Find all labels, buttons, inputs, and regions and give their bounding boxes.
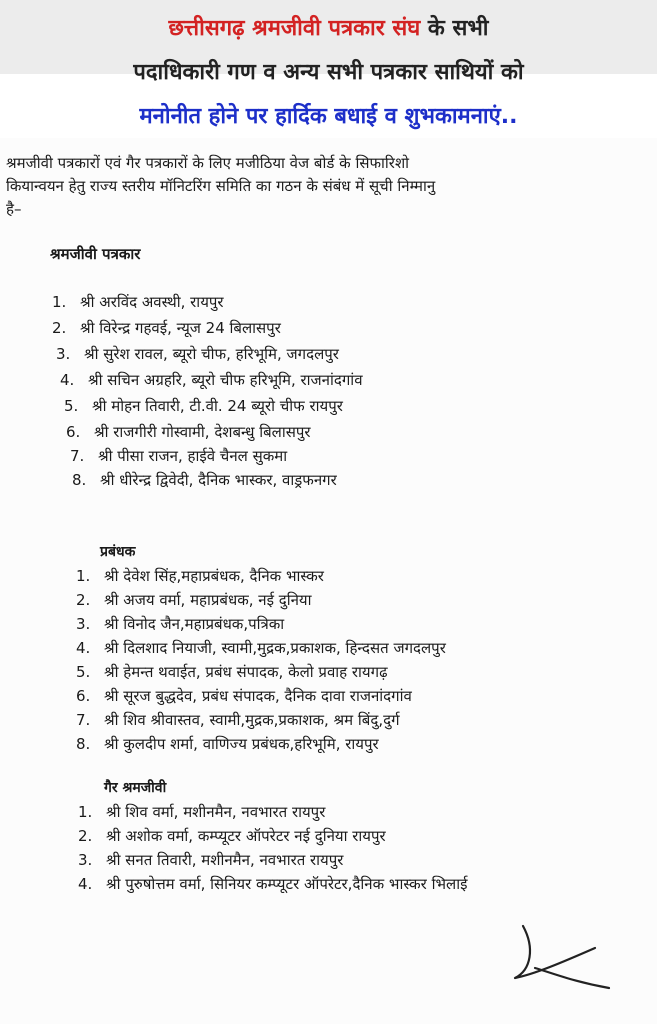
banner-line-3: मनोनीत होने पर हार्दिक बधाई व शुभकामनाएं.. xyxy=(139,104,518,129)
list-item-number: 3. xyxy=(76,615,91,633)
list-item-text: श्री कुलदीप शर्मा, वाणिज्य प्रबंधक,हरिभूमि, रायपुर xyxy=(104,735,379,753)
list-item-number: 5. xyxy=(64,397,79,415)
list-item-text: श्री पुरुषोत्तम वर्मा, सिनियर कम्प्यूटर ऑपरेटर,दैनिक भास्कर भिलाई xyxy=(106,875,468,893)
list-item-number: 1. xyxy=(52,293,67,311)
list-item-text: श्री पीसा राजन, हाईवे चैनल सुकमा xyxy=(98,447,288,465)
list-item xyxy=(60,370,363,390)
list-item xyxy=(70,446,287,466)
list-item-text: श्री शिव श्रीवास्तव, स्वामी,मुद्रक,प्रकाशक, श्रम बिंदु,दुर्ग xyxy=(104,711,400,729)
list-item xyxy=(56,344,339,364)
list-item-number: 3. xyxy=(78,851,93,869)
banner-line-1 xyxy=(0,12,657,42)
list-item-text: श्री अजय वर्मा, महाप्रबंधक, नई दुनिया xyxy=(104,591,312,609)
list-item-text: श्री विरेन्द्र गहवई, न्यूज 24 बिलासपुर xyxy=(80,319,281,337)
banner-org-name: छत्तीसगढ़ श्रमजीवी पत्रकार संघ xyxy=(168,16,421,41)
list-item xyxy=(52,292,224,312)
list-item-text: श्री अरविंद अवस्थी, रायपुर xyxy=(80,293,224,311)
section-heading-journalists: श्रमजीवी पत्रकार xyxy=(50,245,141,263)
list-item xyxy=(78,802,325,822)
list-item xyxy=(76,614,284,634)
list-item-text: श्री सनत तिवारी, मशीनमैन, नवभारत रायपुर xyxy=(106,851,344,869)
list-item xyxy=(76,662,388,682)
list-item-number: 7. xyxy=(76,711,91,729)
list-item-text: श्री सचिन अग्रहरि, ब्यूरो चीफ हरिभूमि, राजनांदगांव xyxy=(88,371,363,389)
banner-line-2: पदाधिकारी गण व अन्य सभी पत्रकार साथियों को xyxy=(133,60,524,85)
list-item-number: 4. xyxy=(76,639,91,657)
list-item-text: श्री देवेश सिंह,महाप्रबंधक, दैनिक भास्कर xyxy=(104,567,324,585)
list-item-number: 7. xyxy=(70,447,85,465)
list-item-number: 8. xyxy=(72,471,87,489)
congratulations-banner xyxy=(0,0,657,138)
list-item-number: 2. xyxy=(78,827,93,845)
list-item-text: श्री सुरेश रावल, ब्यूरो चीफ, हरिभूमि, जगदलपुर xyxy=(84,345,339,363)
list-item xyxy=(78,826,386,846)
banner-line-1-rest: के सभी xyxy=(427,16,489,41)
list-item-text: श्री दिलशाद नियाजी, स्वामी,मुद्रक,प्रकाशक, हिन्दसत जगदलपुर xyxy=(104,639,446,657)
section-heading-non-journalists: गैर श्रमजीवी xyxy=(104,780,167,796)
intro-line: कियान्वयन हेतु राज्य स्तरीय मॉनिटरिंग समिति का गठन के संबंध में सूची निम्मानु xyxy=(6,177,436,195)
list-item-number: 2. xyxy=(52,319,67,337)
intro-line: है– xyxy=(6,200,22,218)
list-item xyxy=(76,590,311,610)
list-item xyxy=(52,318,281,338)
list-item-text: श्री अशोक वर्मा, कम्प्यूटर ऑपरेटर नई दुनिया रायपुर xyxy=(106,827,386,845)
list-item xyxy=(76,638,446,658)
list-item-text: श्री विनोद जैन,महाप्रबंधक,पत्रिका xyxy=(104,615,285,633)
list-item-number: 3. xyxy=(56,345,71,363)
list-item xyxy=(64,396,343,416)
scanned-document xyxy=(0,138,657,1024)
list-item-number: 4. xyxy=(78,875,93,893)
list-item xyxy=(76,686,412,706)
list-item xyxy=(66,422,311,442)
list-item-text: श्री धीरेन्द्र द्विवेदी, दैनिक भास्कर, वाड्रफनगर xyxy=(100,471,337,489)
intro-paragraph xyxy=(6,152,657,221)
list-item-text: श्री राजगीरी गोस्वामी, देशबन्धु बिलासपुर xyxy=(94,423,311,441)
list-item xyxy=(76,710,400,730)
list-item-number: 6. xyxy=(66,423,81,441)
list-item-text: श्री मोहन तिवारी, टी.वी. 24 ब्यूरो चीफ रायपुर xyxy=(92,397,343,415)
list-item xyxy=(78,850,343,870)
handwritten-signature-icon xyxy=(505,908,615,1008)
list-item-text: श्री सूरज बुद्धदेव, प्रबंध संपादक, दैनिक दावा राजनांदगांव xyxy=(104,687,412,705)
intro-line: श्रमजीवी पत्रकारों एवं गैर पत्रकारों के लिए मजीठिया वेज बोर्ड के सिफारिशो xyxy=(6,154,410,172)
list-item-number: 6. xyxy=(76,687,91,705)
list-item-text: श्री हेमन्त थवाईत, प्रबंध संपादक, केलो प्रवाह रायगढ़ xyxy=(104,663,388,681)
list-item-text: श्री शिव वर्मा, मशीनमैन, नवभारत रायपुर xyxy=(106,803,326,821)
list-item-number: 1. xyxy=(78,803,93,821)
list-item xyxy=(76,734,379,754)
list-item xyxy=(76,566,324,586)
list-item-number: 1. xyxy=(76,567,91,585)
list-item xyxy=(78,874,467,894)
list-item-number: 2. xyxy=(76,591,91,609)
list-item-number: 4. xyxy=(60,371,75,389)
list-item xyxy=(72,470,337,490)
list-item-number: 5. xyxy=(76,663,91,681)
section-heading-managers: प्रबंधक xyxy=(100,544,136,560)
list-item-number: 8. xyxy=(76,735,91,753)
